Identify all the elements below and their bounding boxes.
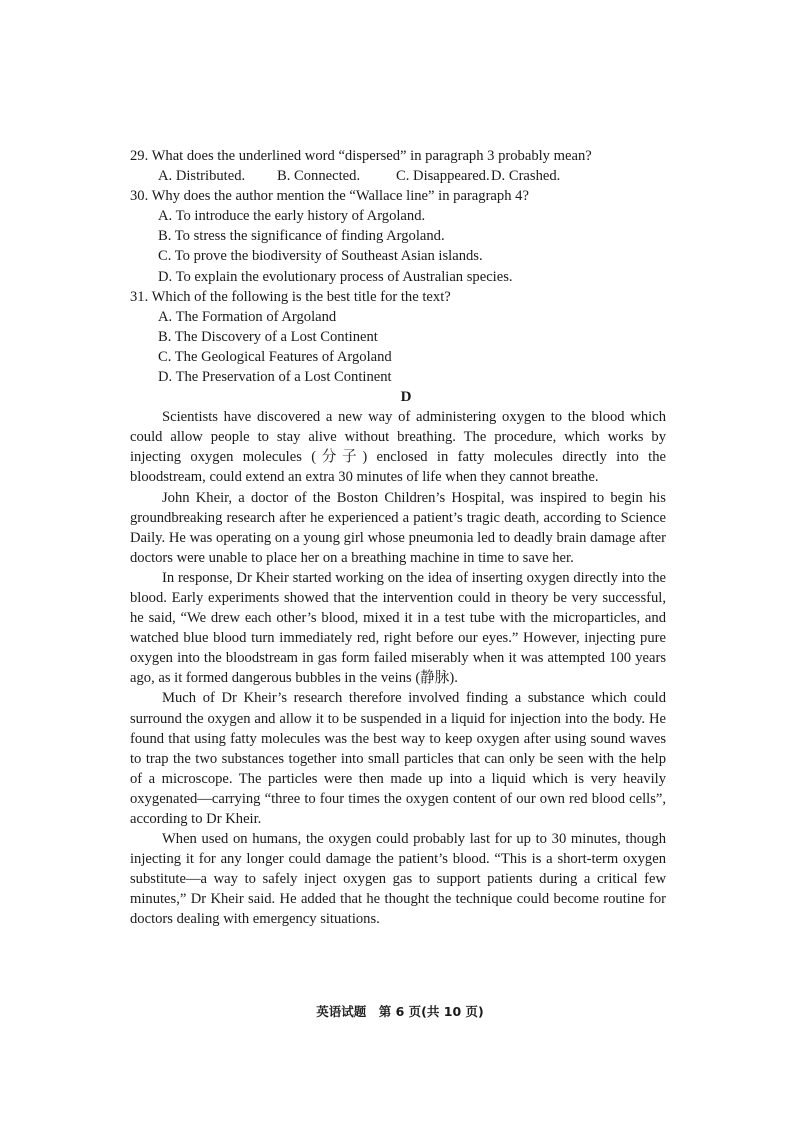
section-label: D	[400, 389, 412, 406]
question-stem: 30. Why does the author mention the “Wallace line” in paragraph 4?	[130, 188, 529, 205]
paragraph-2: John Kheir, a doctor of the Boston Children’s Hospital, was inspired to begin his groundbreaking research after he experienced a patient’s tragic death, according to Science Daily. He was operating on a young girl whose pneumonia led to deadly brain damage after doctors were unable to place her on a breathing machine in time to save her.	[130, 489, 666, 566]
page-footer: 英语试题 第 6 页(共 10 页)	[316, 1004, 484, 1019]
option-c: C. The Geological Features of Argoland	[158, 348, 392, 365]
options-row	[130, 166, 666, 186]
paragraph-3: In response, Dr Kheir started working on the idea of inserting oxygen directly into the blood. Early experiments showed that the intervention could in theory be very successful, he said, “We drew each other’s blood, mixed it in a test tube with the microparticles, and watched blue blood turn immediately red, right before our eyes.” However, injecting pure oxygen into the bloodstream in gas form failed miserably when it was attempted 100 years ago, as it formed dangerous bubbles in the veins (静脉).	[130, 569, 666, 687]
paragraph-5: When used on humans, the oxygen could probably last for up to 30 minutes, though injecting it for any longer could damage the patient’s blood. “This is a short-term oxygen substitute—a way to safely inject oxygen gas to support patients during a critical few minutes,” Dr Kheir said. He added that he thought the technique could become routine for doctors dealing with emergency situations.	[130, 831, 666, 928]
passage	[130, 407, 666, 929]
option-a: A. Distributed.	[158, 168, 246, 185]
option-a: A. The Formation of Argoland	[158, 308, 337, 325]
paragraph-4: Much of Dr Kheir’s research therefore involved finding a substance which could surround the oxygen and allow it to be suspended in a liquid for injection into the body. He found that using fatty molecules was the best way to keep oxygen after using sound waves to trap the two substances together into small particles that can only be seen with the help of a microscope. The particles were then made up into a liquid which is very heavily oxygenated—carrying “three to four times the oxygen content of our own red blood cells”, according to Dr Kheir.	[130, 690, 666, 827]
option-d: D. To explain the evolutionary process of Australian species.	[158, 268, 513, 285]
option-b: B. Connected.	[277, 168, 361, 185]
paragraph-1: Scientists have discovered a new way of administering oxygen to the blood which could allow people to stay alive without breathing. The procedure, which works by injecting oxygen molecules (分子) enclosed in fatty molecules directly into the bloodstream, could extend an extra 30 minutes of life when they cannot breathe.	[130, 409, 666, 486]
question-31	[130, 287, 666, 387]
question-29	[130, 146, 666, 186]
option-a: A. To introduce the early history of Argoland.	[158, 208, 426, 225]
question-stem: 31. Which of the following is the best title for the text?	[130, 288, 451, 305]
option-d: D. The Preservation of a Lost Continent	[158, 369, 392, 386]
option-b: B. To stress the significance of finding Argoland.	[158, 228, 445, 245]
exam-page	[130, 146, 666, 930]
option-d: D. Crashed.	[491, 168, 561, 185]
question-30	[130, 186, 666, 286]
question-stem: 29. What does the underlined word “dispersed” in paragraph 3 probably mean?	[130, 148, 592, 164]
option-c: C. To prove the biodiversity of Southeast Asian islands.	[158, 248, 483, 265]
option-c: C. Disappeared.	[396, 168, 490, 185]
option-b: B. The Discovery of a Lost Continent	[158, 328, 378, 345]
